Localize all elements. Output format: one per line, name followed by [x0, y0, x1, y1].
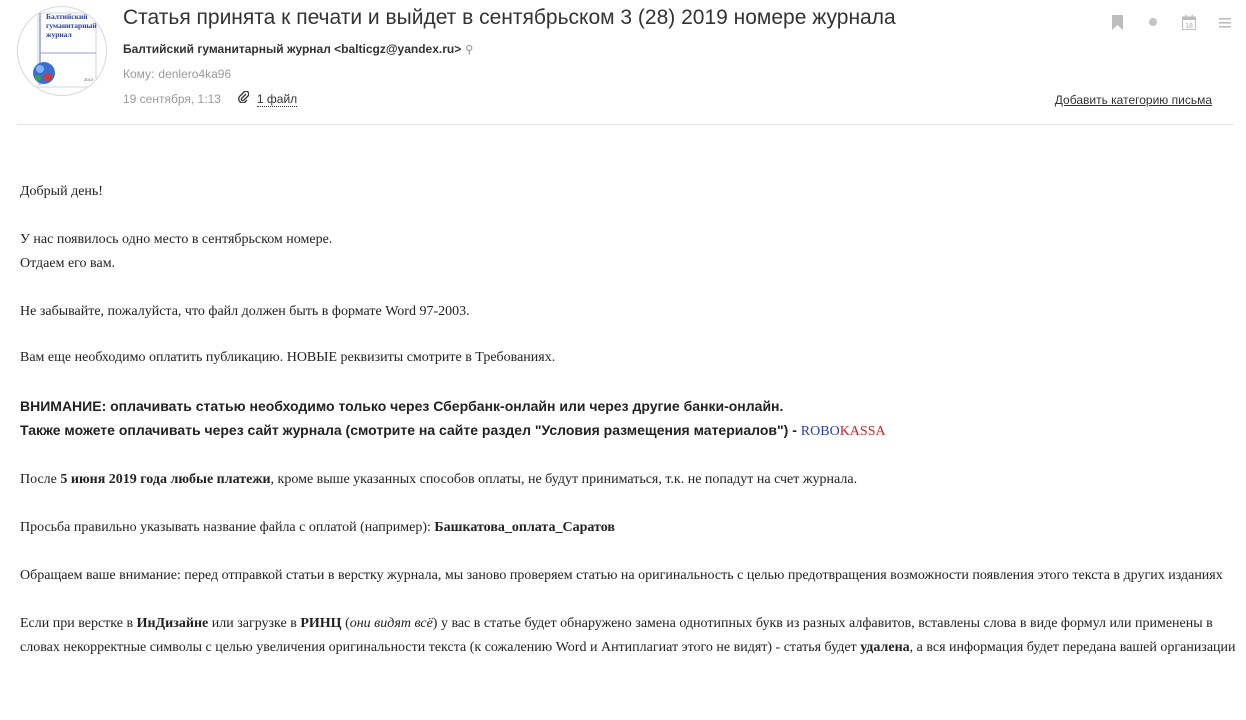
- filename-example: Башкатова_оплата_Саратов: [434, 520, 615, 535]
- paperclip-icon: [238, 91, 253, 106]
- final-bold-indesign: ИнДизайне: [136, 616, 209, 631]
- robokassa-robo[interactable]: ROBO: [800, 424, 840, 439]
- warning-line-2-text: Также можете оплачивать через сайт журнала (смотрите на сайте раздел "Условия размещения материалов") -: [20, 422, 801, 438]
- avatar-small-text: 2013: [84, 77, 93, 82]
- sender-avatar: [17, 6, 107, 96]
- menu-icon[interactable]: [1218, 14, 1232, 30]
- body-line-2: Отдаем его вам.: [20, 256, 116, 271]
- avatar-line-3: журнал: [46, 30, 72, 39]
- avatar-line-2: гуманитарный: [46, 21, 97, 30]
- sender-line[interactable]: [123, 42, 473, 56]
- email-subject: Статья принята к печати и выйдет в сентябрьском 3 (28) 2019 номере журнала: [123, 6, 896, 29]
- robokassa-link[interactable]: [801, 424, 886, 439]
- calendar-icon[interactable]: [1182, 14, 1196, 30]
- to-label: Кому:: [123, 67, 155, 81]
- sender-name[interactable]: Балтийский гуманитарный журнал <balticgz@yandex.ru>: [123, 42, 462, 56]
- deadline-post: , кроме выше указанных способов оплаты, не будут приниматься, т.к. не попадут на счет журнала.: [270, 472, 858, 487]
- final-bold-deleted: удалена: [860, 640, 910, 655]
- deadline-note: [20, 468, 1236, 492]
- deadline-bold: 5 июня 2019 года любые платежи: [60, 472, 271, 487]
- avatar-line-1: Балтийский: [46, 12, 88, 21]
- deadline-pre: После: [20, 472, 61, 487]
- final-italic: они видят всё: [349, 616, 433, 631]
- calendar-day: 18: [1185, 22, 1193, 30]
- robokassa-kassa[interactable]: KASSA: [839, 424, 886, 439]
- message-toolbar: [1110, 14, 1232, 30]
- warning-line-1: ВНИМАНИЕ: оплачивать статью необходимо только через Сбербанк-онлайн или через другие банки-онлайн.: [20, 398, 784, 414]
- final-part-2: или загрузке в: [208, 616, 301, 631]
- greeting: Добрый день!: [20, 184, 103, 199]
- final-part-4: ) у вас в статье будет обнаружено замена однотипных букв из разных алфавитов, вставлены слова в виде формул или применены в словах некорректные символы с целью увеличения оригинальности текста (к сожалению Word и Антиплагиат этого не видят) - статья будет: [20, 616, 1213, 655]
- unread-dot-icon[interactable]: [1146, 14, 1160, 30]
- bookmark-icon[interactable]: [1110, 14, 1124, 30]
- meta-line: [123, 91, 297, 106]
- add-category-link[interactable]: Добавить категорию письма: [1054, 93, 1212, 107]
- final-part-5: , а вся информация будет передана вашей организации: [909, 640, 1236, 655]
- payment-note: Вам еще необходимо оплатить публикацию. НОВЫЕ реквизиты смотрите в Требованиях.: [20, 350, 556, 365]
- warning-final: [20, 612, 1236, 660]
- header-divider: [17, 124, 1234, 125]
- email-body: [20, 180, 1236, 660]
- recipient-line: [123, 67, 231, 81]
- body-line-1: У нас появилось одно место в сентябрьском номере.: [20, 232, 333, 247]
- final-bold-rinc: РИНЦ: [300, 616, 342, 631]
- warning-line-2: [20, 418, 1236, 444]
- email-date: 19 сентября, 1:13: [123, 92, 221, 106]
- filename-pre: Просьба правильно указывать название файла с оплатой (например):: [20, 520, 435, 535]
- final-part-3: (: [341, 616, 350, 631]
- filename-note: [20, 516, 1236, 540]
- format-note: Не забывайте, пожалуйста, что файл должен быть в формате Word 97-2003.: [20, 304, 470, 319]
- originality-note: Обращаем ваше внимание: перед отправкой статьи в верстку журнала, мы заново проверяем статью на оригинальность с целью предотвращения возможности появления этого текста в других изданиях: [20, 568, 1223, 583]
- to-address[interactable]: denlero4ka96: [158, 67, 232, 81]
- search-icon[interactable]: ⚲: [465, 44, 474, 56]
- final-part-1: Если при верстке в: [20, 616, 137, 631]
- attachments-link[interactable]: 1 файл: [256, 92, 298, 106]
